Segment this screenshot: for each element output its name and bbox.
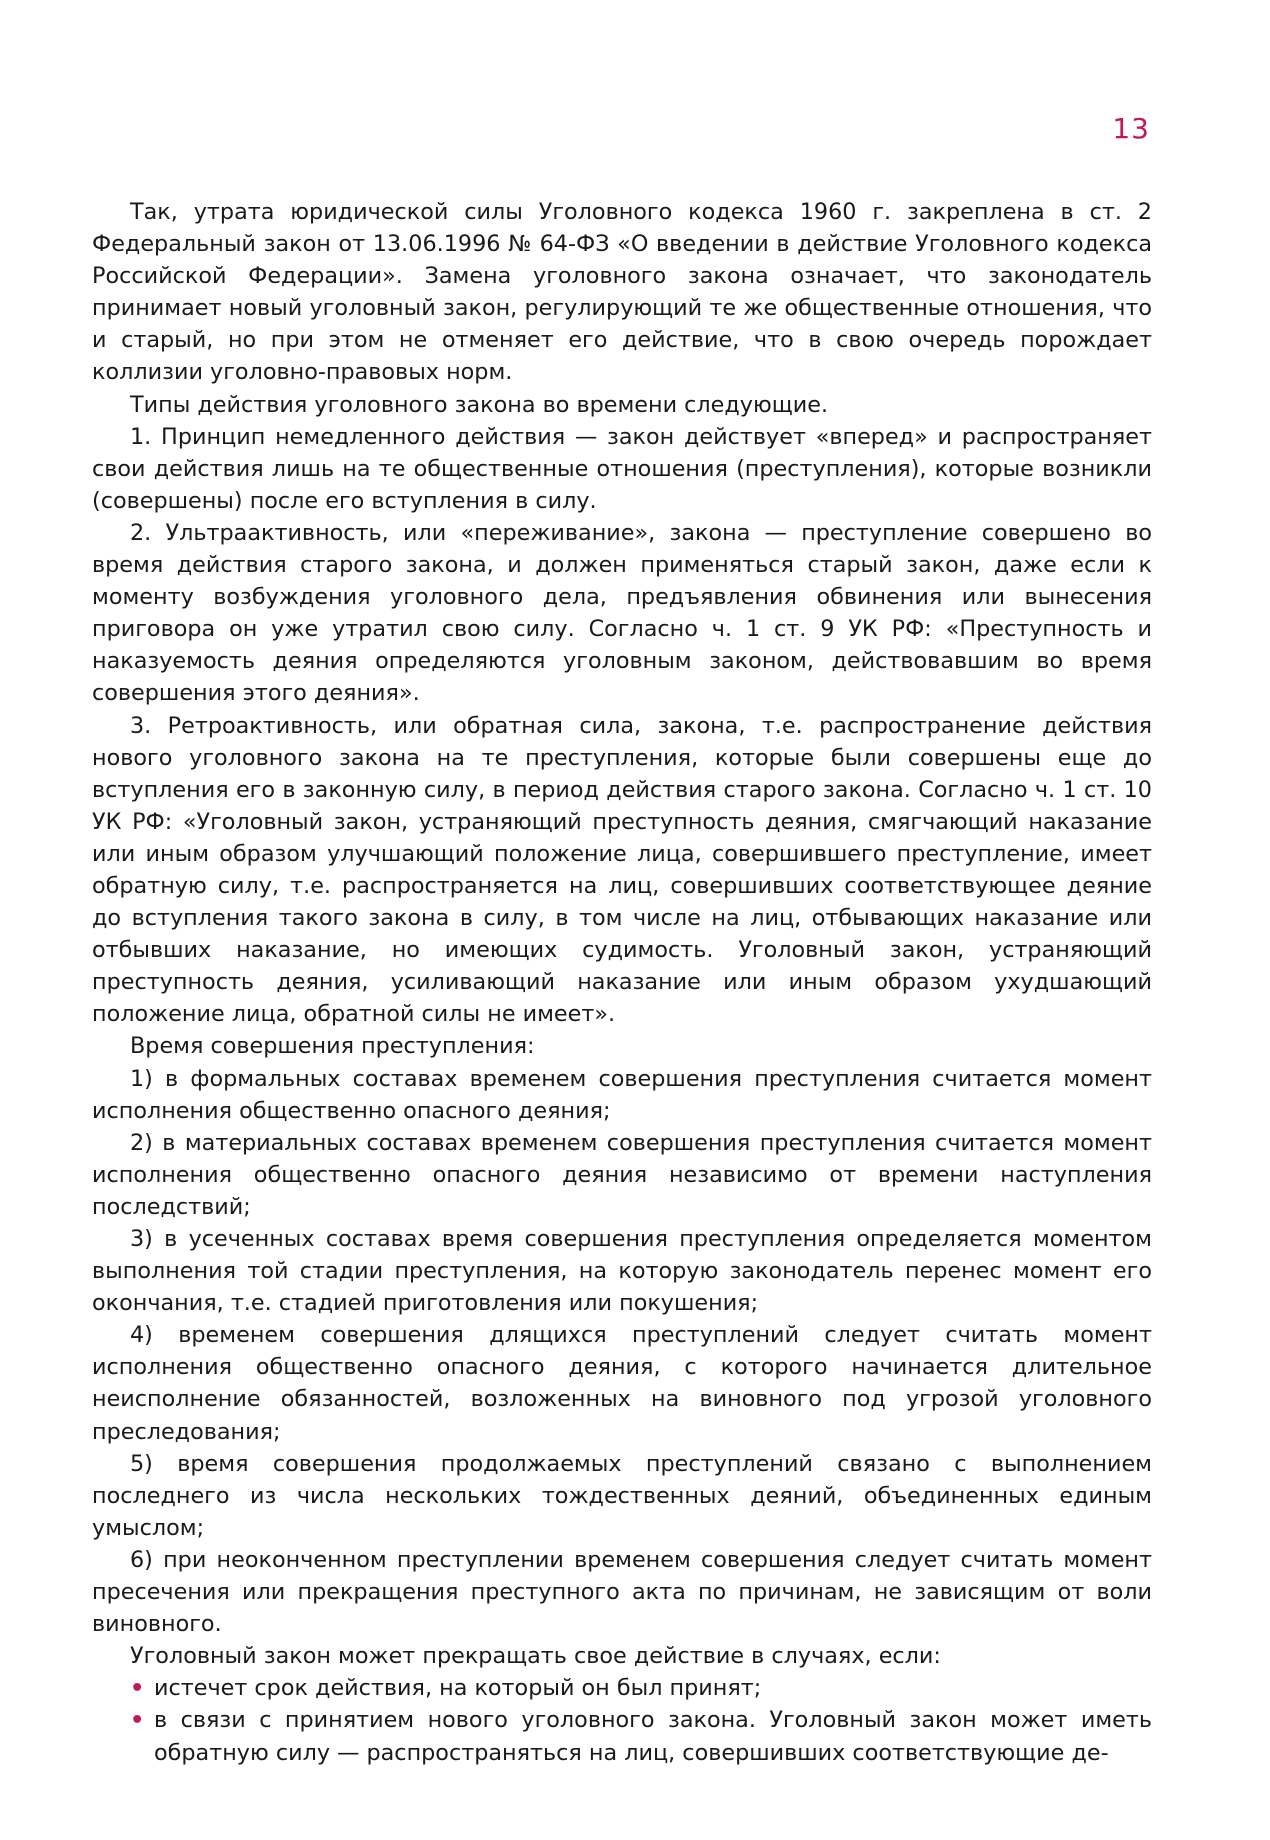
bullet-item [92, 1672, 1152, 1704]
list-item: 3) в усеченных составах время совершения преступления определяется моментом выполнения той стадии преступления, на которую законодатель перенес момент его окончания, т.е. стадией приготовления или покушения; [92, 1226, 1152, 1317]
page-number: 13 [1112, 112, 1150, 145]
list-item: 2) в материальных составах временем совершения преступления считается момент исполнения общественно опасного деяния независимо от времени наступления последствий; [92, 1129, 1152, 1220]
bullet-text: истечет срок действия, на который он был принят; [154, 1675, 762, 1702]
paragraph: Типы действия уголовного закона во времени следующие. [130, 391, 829, 418]
paragraph: Так, утрата юридической силы Уголовного кодекса 1960 г. закреплена в ст. 2 Федеральный закон от 13.06.1996 № 64-ФЗ «О введении в действие Уголовного кодекса Российской Федерации». Замена уголовного закона означает, что законодатель принимает новый уголовный закон, регулирующий те же общественные отношения, что и старый, но при этом не отменяет его действие, что в свою очередь порождает коллизии уголовно-правовых норм. [92, 199, 1152, 386]
paragraph: 3. Ретроактивность, или обратная сила, закона, т.е. распространение действия нового уголовного закона на те преступления, которые были совершены еще до вступления его в законную силу, в период действия старого закона. Согласно ч. 1 ст. 10 УК РФ: «Уголовный закон, устраняющий преступность деяния, смягчающий наказание или иным образом улучшающий положение лица, совершившего преступление, имеет обратную силу, т.е. распространяется на лиц, совершивших соответствующее деяние до вступления такого закона в силу, в том числе на лиц, отбывающих наказание или отбывших наказание, но имеющих судимость. Уголовный закон, устраняющий преступность деяния, усиливающий наказание или иным образом ухудшающий положение лица, обратной силы не имеет». [92, 712, 1152, 1028]
list-item: 5) время совершения продолжаемых преступлений связано с выполнением последнего из числа нескольких тождественных деяний, объединенных единым умыслом; [92, 1450, 1152, 1541]
list-item: 6) при неоконченном преступлении временем совершения следует считать момент пресечения или прекращения преступного акта по причинам, не зависящим от воли виновного. [92, 1546, 1152, 1638]
page-body [92, 196, 1152, 1769]
list-item: 1) в формальных составах временем совершения преступления считается момент исполнения общественно опасного деяния; [92, 1065, 1152, 1124]
paragraph: 1. Принцип немедленного действия — закон действует «вперед» и распространяет свои действия лишь на те общественные отношения (преступления), которые возникли (совершены) после его вступления в силу. [92, 423, 1152, 514]
paragraph: Время совершения преступления: [130, 1033, 535, 1060]
bullet-text: в связи с принятием нового уголовного закона. Уголовный закон может иметь обратную силу — распространяться на лиц, совершивших соответствующие де- [154, 1707, 1152, 1766]
paragraph: 2. Ультраактивность, или «переживание», закона — преступление совершено во время действия старого закона, и должен применяться старый закон, даже если к моменту возбуждения уголовного дела, предъявления обвинения или вынесения приговора он уже утратил свою силу. Согласно ч. 1 ст. 9 УК РФ: «Преступность и наказуемость деяния определяются уголовным законом, действовавшим во время совершения этого деяния». [92, 519, 1152, 707]
bullet-list [92, 1672, 1152, 1768]
paragraph: Уголовный закон может прекращать свое действие в случаях, если: [130, 1643, 941, 1670]
bullet-item [92, 1704, 1152, 1768]
bullet-icon: • [130, 1675, 145, 1702]
list-item: 4) временем совершения длящихся преступлений следует считать момент исполнения общественно опасного деяния, с которого начинается длительное неисполнение обязанностей, возложенных на виновного под угрозой уголовного преследования; [92, 1322, 1152, 1445]
bullet-icon: • [130, 1707, 145, 1734]
